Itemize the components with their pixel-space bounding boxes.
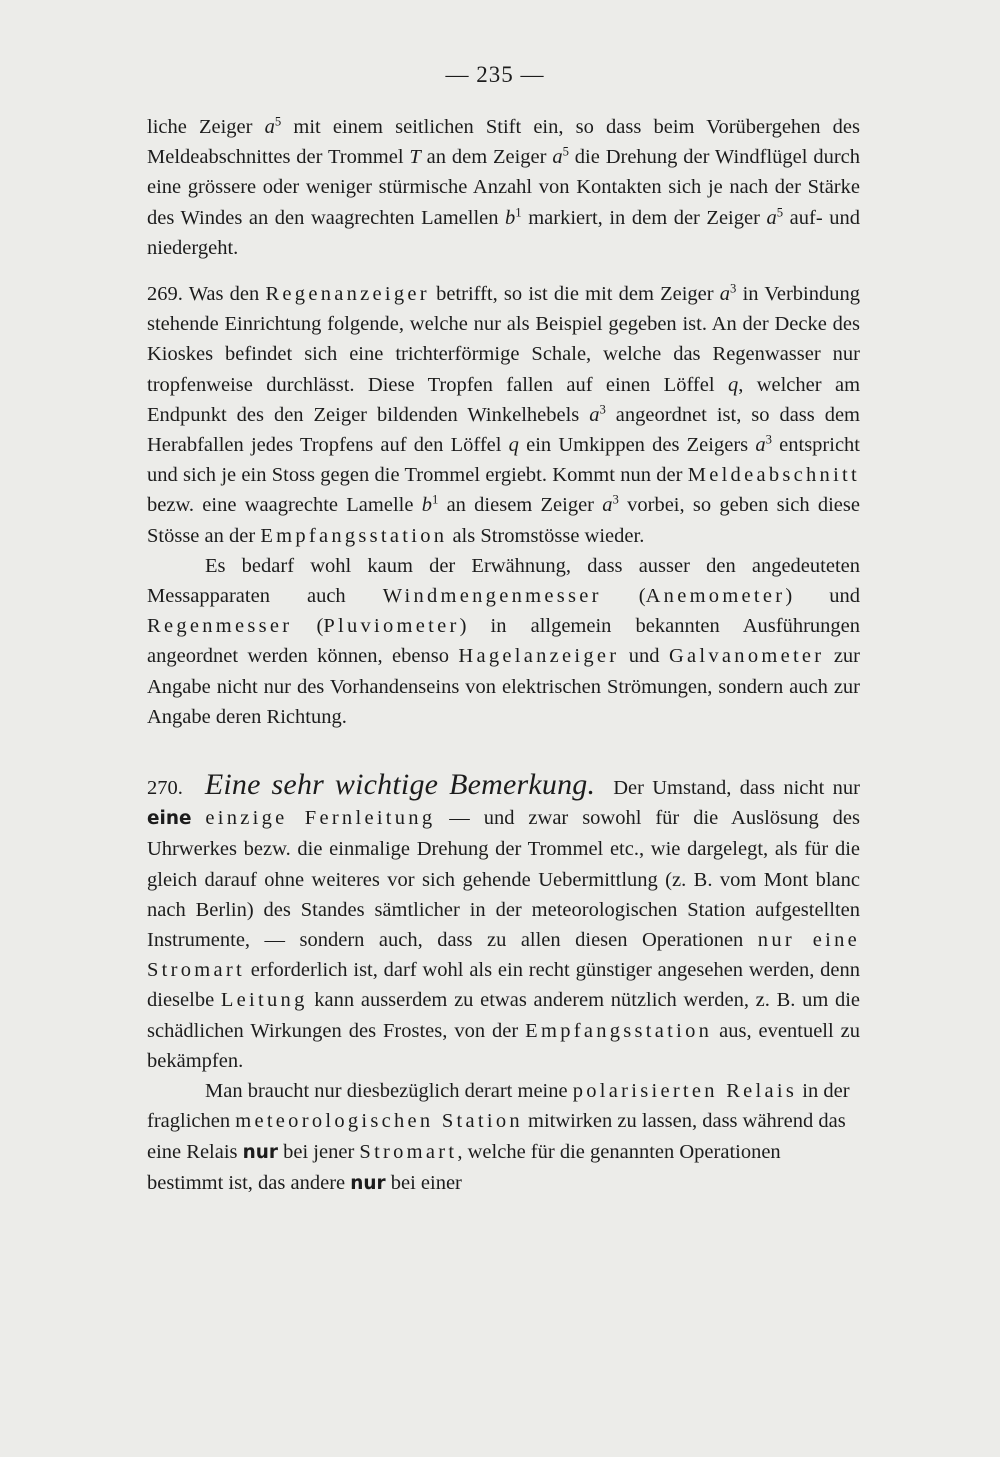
superscript: 3	[730, 281, 737, 296]
spaced-term: Stromart	[359, 1140, 458, 1163]
text-run: ) und	[785, 585, 861, 608]
variable: T	[409, 146, 421, 169]
text-run: an dem Zeiger	[420, 146, 553, 169]
text-run: (	[292, 615, 324, 638]
text-run: bei jener	[278, 1140, 360, 1163]
spaced-term: Regenanzeiger	[265, 283, 430, 306]
text-run: mitwirken zu lassen, dass während das eine Relais	[147, 1110, 846, 1163]
text-run: und	[619, 645, 669, 668]
spaced-term: Windmengenmesser	[382, 585, 602, 608]
variable: a	[766, 206, 777, 229]
text-run: in der fraglichen	[147, 1080, 850, 1133]
variable: a	[589, 403, 600, 426]
variable: a	[264, 116, 275, 138]
text-run: kann ausserdem zu etwas anderem nützlich werden, z. B. um die schädlichen Wirkungen des Frostes, von der	[147, 989, 861, 1042]
spaced-term: Galvanometer	[668, 645, 825, 668]
text-run: vorbei, so geben sich diese Stösse an der	[147, 494, 860, 547]
text-run: die Drehung der Windflügel durch eine grössere oder weniger stürmische Anzahl von Kontakten sich je nach der Stärke des Windes an den waagrechten Lamellen	[147, 146, 860, 229]
variable: b	[505, 206, 516, 229]
bold-term: nur	[350, 1172, 386, 1194]
text-run: in Verbindung stehende Einrichtung folgende, welche nur als Beispiel gegeben ist. An der Decke des Kioskes befindet sich eine trichterförmige Schale, welche das Regenwasser nur tropfenweise durchlässt. Diese Tropfen fallen auf einen Löffel	[147, 283, 861, 396]
bold-term: eine	[147, 808, 192, 830]
text-run: Man braucht nur diesbezüglich derart meine	[205, 1080, 573, 1103]
text-run: bei einer	[385, 1171, 462, 1194]
text-run: liche Zeiger	[147, 116, 265, 138]
body-text	[147, 112, 860, 1199]
spaced-term: Pluviometer	[323, 615, 460, 638]
paragraph-270	[147, 770, 860, 1076]
text-run: entspricht und sich je ein Stoss gegen die Trommel ergiebt. Kommt nun der	[147, 434, 861, 487]
text-run: angeordnet ist, so dass dem Herabfallen jedes Tropfens auf den Löffel	[147, 403, 861, 457]
variable: q	[508, 434, 519, 457]
text-run	[191, 807, 205, 829]
variable: a	[552, 146, 563, 169]
spaced-term: nur eine Stromart	[147, 929, 860, 982]
section-heading: Eine sehr wichtige Bemerkung.	[204, 768, 596, 802]
text-run: auf- und niedergeht.	[147, 206, 860, 259]
text-run: als Stromstösse wieder.	[447, 524, 645, 547]
spaced-term: meteorologischen Station	[235, 1110, 523, 1133]
paragraph-270-continued	[147, 1076, 860, 1199]
text-run: erforderlich ist, darf wohl als ein recht günstiger angesehen werden, denn dieselbe	[147, 959, 860, 1012]
spaced-term: Leitung	[220, 989, 308, 1012]
superscript: 1	[431, 493, 439, 508]
text-run: markiert, in dem der Zeiger	[521, 206, 767, 229]
text-run: betrifft, so ist die mit dem Zeiger	[429, 283, 720, 306]
text-run: mit einem seitlichen Stift ein, so dass beim Vorübergehen des Meldeabschnittes der Trommel	[147, 116, 861, 169]
bold-term: nur	[242, 1141, 278, 1163]
paragraph-269	[147, 279, 860, 551]
text-run: (	[601, 585, 646, 608]
superscript: 3	[765, 432, 772, 447]
page-number: — 235 —	[445, 62, 545, 87]
section-number: 270.	[147, 777, 183, 800]
paragraph-269-continued	[147, 551, 860, 732]
spaced-term: polarisierten Relais	[572, 1080, 798, 1103]
superscript: 3	[599, 402, 606, 417]
text-run: Es bedarf wohl kaum der Erwähnung, dass ausser den angedeuteten Messapparaten auch	[147, 554, 860, 608]
spaced-term: Meldeabschnitt	[687, 464, 860, 487]
text-run: Was den	[182, 283, 266, 306]
paragraph-continuation	[147, 112, 860, 263]
variable: b	[421, 494, 432, 517]
variable: a	[602, 494, 613, 517]
spaced-term: Anemometer	[645, 585, 786, 608]
superscript: 5	[274, 114, 282, 129]
text-run: an diesem Zeiger	[438, 494, 603, 517]
variable: a	[755, 434, 766, 457]
spaced-term: Empfangsstation	[525, 1019, 713, 1042]
text-run: ) in allgemein bekannten Ausführungen angeordnet werden können, ebenso	[147, 615, 861, 668]
text-run: aus, eventuell zu bekämpfen.	[147, 1019, 860, 1072]
text-run: Der Umstand, dass nicht nur	[613, 777, 860, 800]
text-run: , welche für die genannten Operationen bestimmt ist, das andere	[147, 1140, 781, 1194]
superscript: 1	[515, 205, 522, 220]
section-number: 269.	[147, 283, 183, 306]
text-run: ein Umkippen des Zeigers	[518, 434, 756, 457]
text-run: zur Angabe nicht nur des Vorhandenseins von elektrischen Strömungen, sondern auch zur Angabe deren Richtung.	[147, 645, 860, 728]
variable: a	[719, 283, 731, 306]
variable: q	[727, 373, 739, 396]
text-run: bezw. eine waagrechte Lamelle	[147, 494, 422, 517]
spaced-term: Regenmesser	[147, 615, 293, 638]
superscript: 3	[612, 493, 619, 508]
spaced-term: Empfangsstation	[260, 524, 448, 547]
text-run: , welcher am Endpunkt des den Zeiger bildenden Winkelhebels	[147, 373, 861, 426]
spaced-term: einzige Fernleitung	[205, 807, 436, 830]
superscript: 5	[562, 144, 569, 159]
text-run: — und zwar sowohl für die Auslösung des Uhrwerkes bezw. die einmalige Drehung der Trommel etc., wie dargelegt, als für die gleich darauf ohne weiteres vor sich gehende Uebermittlung (z. B. vom Mont blanc nach Berlin) des Standes sämtlicher in der meteorologischen Station aufgestellten Instrumente, — sondern auch, dass zu allen diesen Operationen	[147, 807, 861, 952]
superscript: 5	[776, 205, 784, 220]
spaced-term: Hagelanzeiger	[458, 645, 620, 668]
